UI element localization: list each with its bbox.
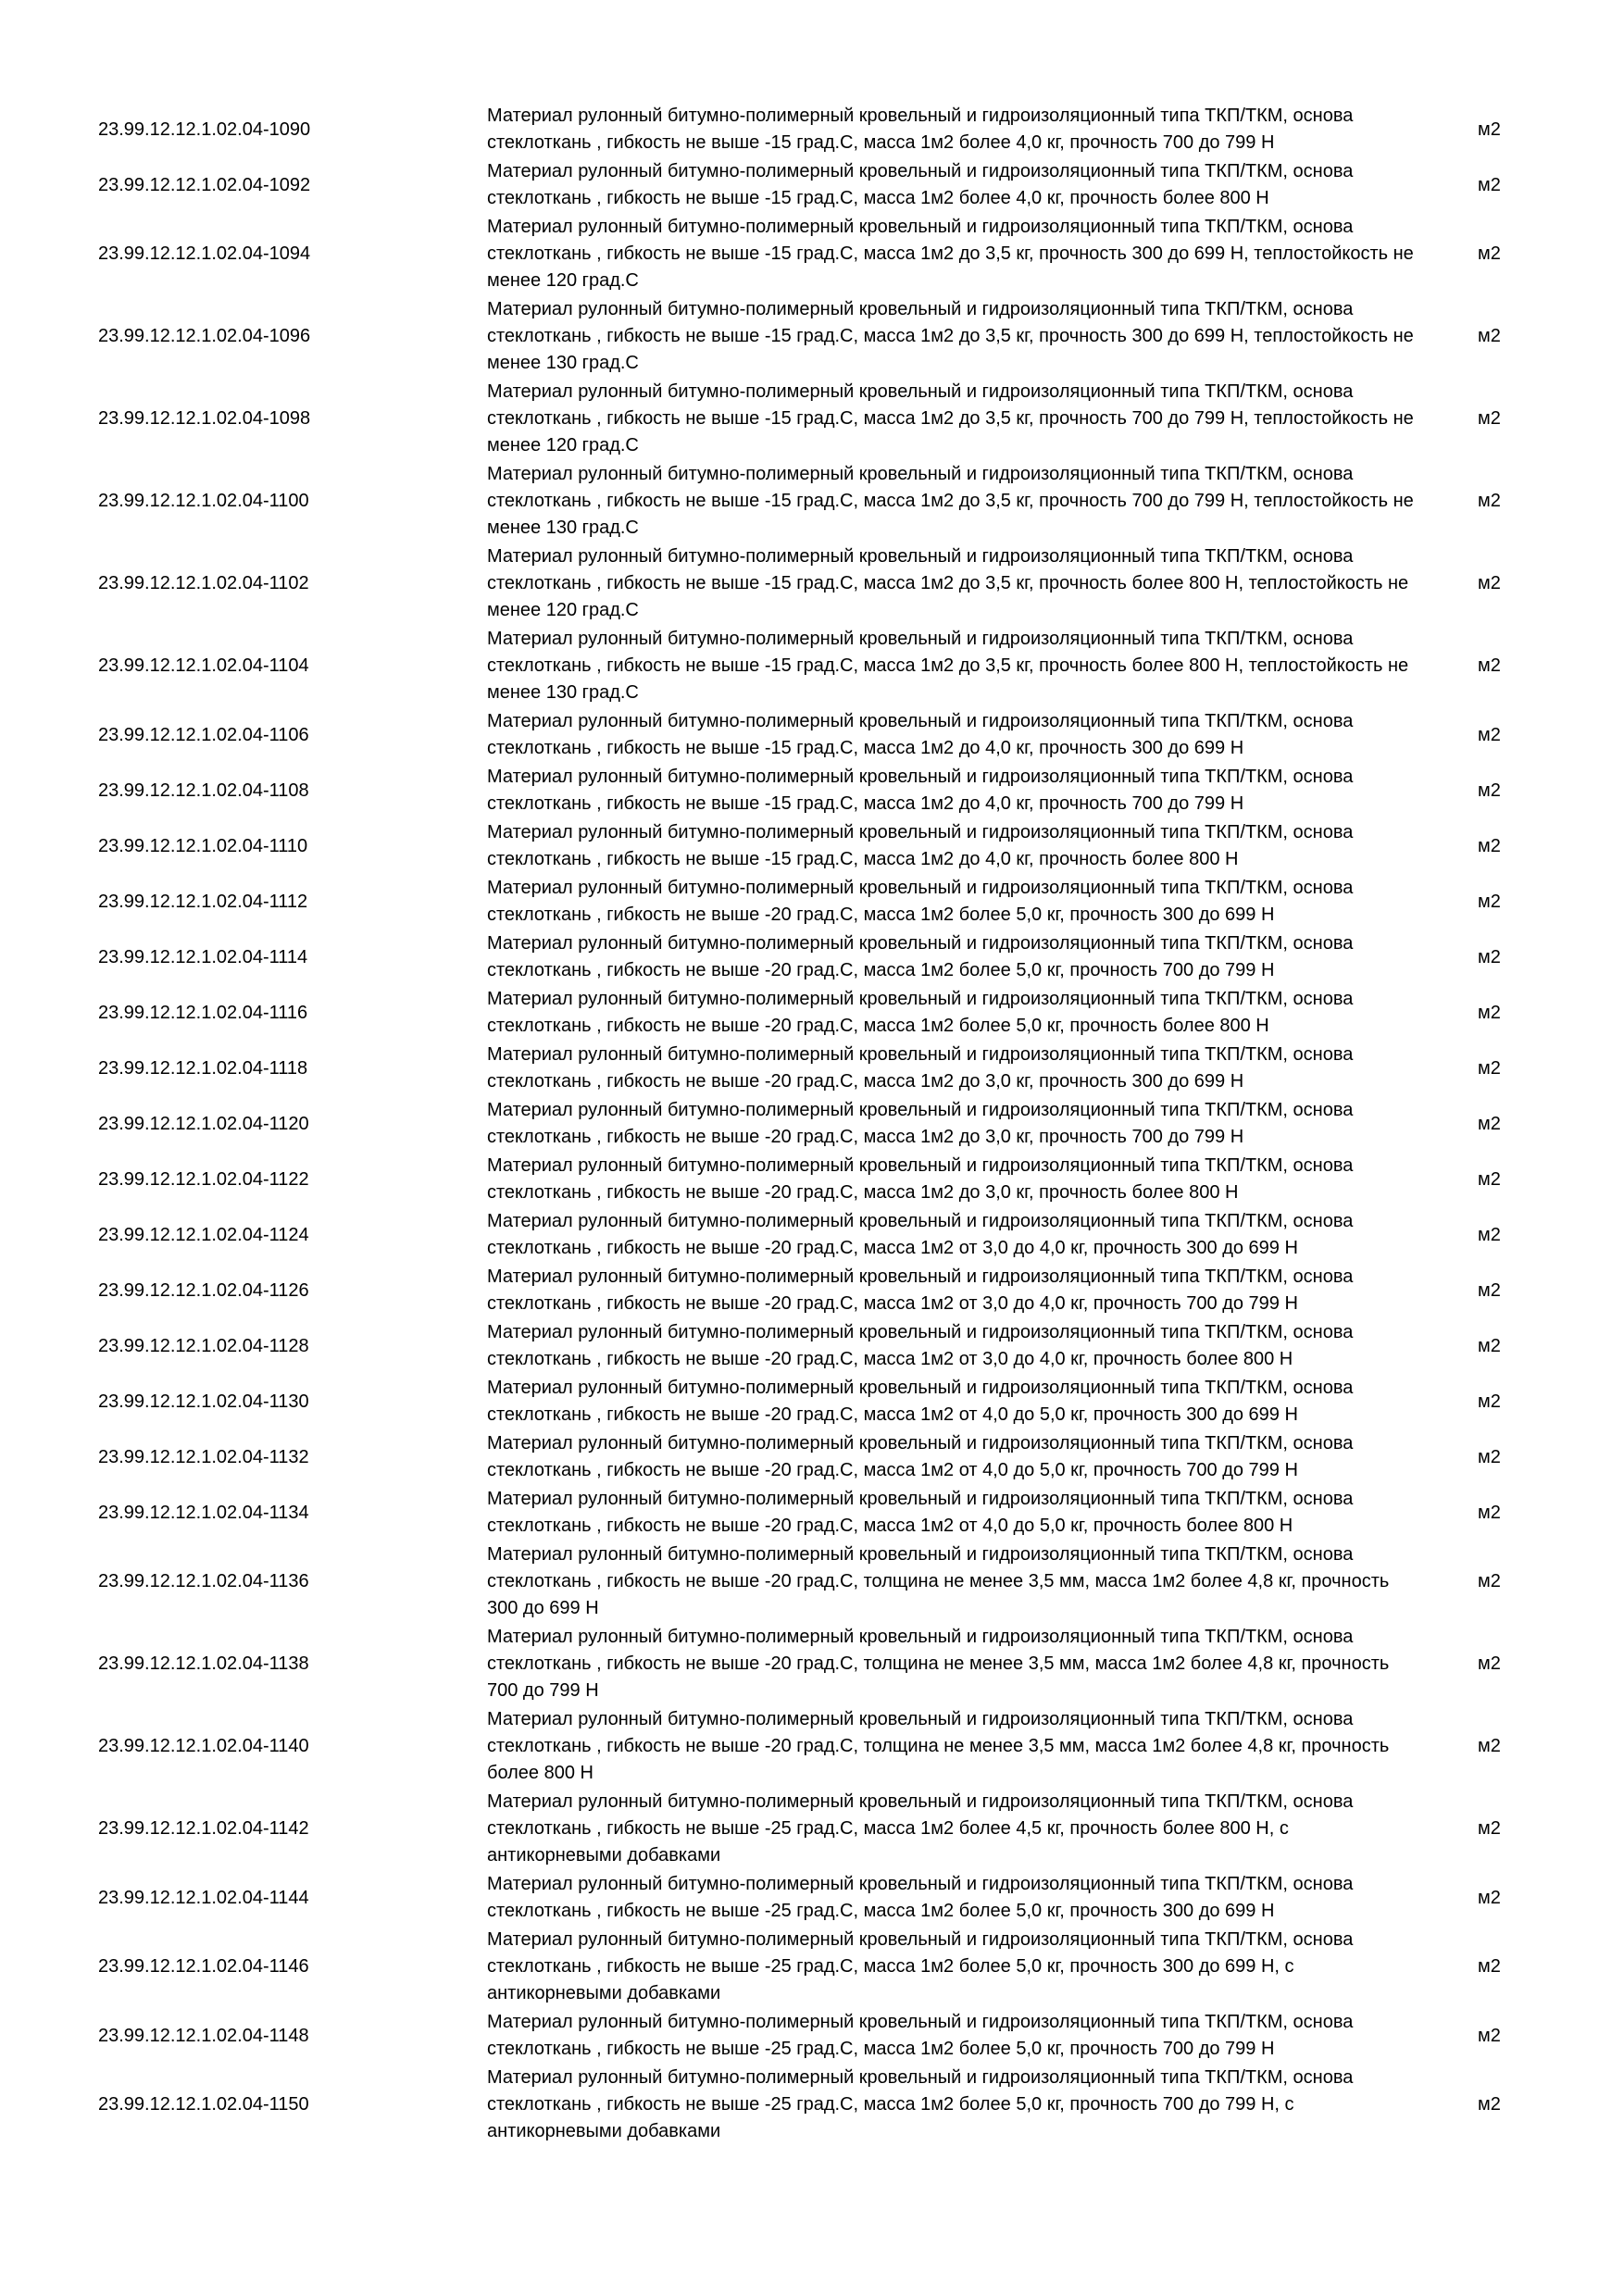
row-code: 23.99.12.12.1.02.04-1106 bbox=[98, 724, 309, 745]
table-row bbox=[0, 1041, 1624, 1096]
table-row bbox=[0, 1623, 1624, 1705]
table-row bbox=[0, 1485, 1624, 1541]
row-unit: м2 bbox=[1478, 1168, 1501, 1190]
row-description: Материал рулонный битумно-полимерный кровельный и гидроизоляционный типа ТКП/ТКМ, основа стеклоткань , гибкость не выше -20 град.С, масса 1м2 от 3,0 до 4,0 кг, прочность 300 до 699 Н bbox=[487, 1211, 1354, 1258]
table-row bbox=[0, 763, 1624, 818]
row-description: Материал рулонный битумно-полимерный кровельный и гидроизоляционный типа ТКП/ТКМ, основа стеклоткань , гибкость не выше -15 град.С, масса 1м2 до 4,0 кг, прочность 300 до 699 Н bbox=[487, 711, 1354, 758]
row-code: 23.99.12.12.1.02.04-1120 bbox=[98, 1113, 309, 1134]
row-code: 23.99.12.12.1.02.04-1150 bbox=[98, 2094, 309, 2115]
row-unit: м2 bbox=[1478, 2025, 1501, 2046]
row-unit: м2 bbox=[1478, 724, 1501, 745]
row-description: Материал рулонный битумно-полимерный кровельный и гидроизоляционный типа ТКП/ТКМ, основа стеклоткань , гибкость не выше -25 град.С, масса 1м2 более 5,0 кг, прочность 300 до 699 Н, с антикорневыми добавками bbox=[487, 1929, 1354, 2003]
row-unit: м2 bbox=[1478, 1391, 1501, 1412]
row-description: Материал рулонный битумно-полимерный кровельный и гидроизоляционный типа ТКП/ТКМ, основа стеклоткань , гибкость не выше -20 град.С, масса 1м2 от 3,0 до 4,0 кг, прочность 700 до 799 Н bbox=[487, 1267, 1354, 1314]
row-code: 23.99.12.12.1.02.04-1148 bbox=[98, 2025, 309, 2046]
row-unit: м2 bbox=[1478, 835, 1501, 856]
row-description: Материал рулонный битумно-полимерный кровельный и гидроизоляционный типа ТКП/ТКМ, основа стеклоткань , гибкость не выше -15 град.С, масса 1м2 до 3,5 кг, прочность 300 до 699 Н, теплостойкость не менее 120 град.С bbox=[487, 217, 1414, 291]
row-unit: м2 bbox=[1478, 408, 1501, 429]
row-description: Материал рулонный битумно-полимерный кровельный и гидроизоляционный типа ТКП/ТКМ, основа стеклоткань , гибкость не выше -20 град.С, масса 1м2 более 5,0 кг, прочность более 800 Н bbox=[487, 989, 1354, 1036]
table-row bbox=[0, 874, 1624, 930]
row-unit: м2 bbox=[1478, 119, 1501, 140]
table-row bbox=[0, 378, 1624, 460]
row-unit: м2 bbox=[1478, 1279, 1501, 1301]
row-unit: м2 bbox=[1478, 946, 1501, 967]
row-code: 23.99.12.12.1.02.04-1138 bbox=[98, 1653, 309, 1674]
row-unit: м2 bbox=[1478, 243, 1501, 264]
table-row bbox=[0, 625, 1624, 707]
row-unit: м2 bbox=[1478, 174, 1501, 195]
row-description: Материал рулонный битумно-полимерный кровельный и гидроизоляционный типа ТКП/ТКМ, основа стеклоткань , гибкость не выше -25 град.С, масса 1м2 более 4,5 кг, прочность более 800 Н, с антикорневыми добавками bbox=[487, 1791, 1354, 1866]
row-description: Материал рулонный битумно-полимерный кровельный и гидроизоляционный типа ТКП/ТКМ, основа стеклоткань , гибкость не выше -15 град.С, масса 1м2 более 4,0 кг, прочность 700 до 799 Н bbox=[487, 106, 1354, 153]
row-code: 23.99.12.12.1.02.04-1118 bbox=[98, 1057, 308, 1079]
row-code: 23.99.12.12.1.02.04-1090 bbox=[98, 119, 311, 140]
table-row bbox=[0, 985, 1624, 1041]
row-unit: м2 bbox=[1478, 1335, 1501, 1356]
row-description: Материал рулонный битумно-полимерный кровельный и гидроизоляционный типа ТКП/ТКМ, основа стеклоткань , гибкость не выше -15 град.С, масса 1м2 до 3,5 кг, прочность 300 до 699 Н, теплостойкость не менее 130 град.С bbox=[487, 299, 1414, 373]
row-unit: м2 bbox=[1478, 1446, 1501, 1467]
row-description: Материал рулонный битумно-полимерный кровельный и гидроизоляционный типа ТКП/ТКМ, основа стеклоткань , гибкость не выше -20 град.С, масса 1м2 от 4,0 до 5,0 кг, прочность 700 до 799 Н bbox=[487, 1433, 1354, 1480]
table-row bbox=[0, 930, 1624, 985]
row-description: Материал рулонный битумно-полимерный кровельный и гидроизоляционный типа ТКП/ТКМ, основа стеклоткань , гибкость не выше -20 град.С, масса 1м2 от 4,0 до 5,0 кг, прочность более 800 Н bbox=[487, 1489, 1354, 1536]
table-row bbox=[0, 1870, 1624, 1926]
row-description: Материал рулонный битумно-полимерный кровельный и гидроизоляционный типа ТКП/ТКМ, основа стеклоткань , гибкость не выше -20 град.С, масса 1м2 более 5,0 кг, прочность 700 до 799 Н bbox=[487, 933, 1354, 980]
row-code: 23.99.12.12.1.02.04-1096 bbox=[98, 326, 311, 346]
row-unit: м2 bbox=[1478, 1736, 1501, 1756]
row-code: 23.99.12.12.1.02.04-1092 bbox=[98, 174, 311, 195]
row-unit: м2 bbox=[1478, 1002, 1501, 1023]
row-description: Материал рулонный битумно-полимерный кровельный и гидроизоляционный типа ТКП/ТКМ, основа стеклоткань , гибкость не выше -15 град.С, масса 1м2 более 4,0 кг, прочность более 800 Н bbox=[487, 161, 1354, 208]
row-unit: м2 bbox=[1478, 326, 1501, 346]
row-unit: м2 bbox=[1478, 891, 1501, 912]
row-description: Материал рулонный битумно-полимерный кровельный и гидроизоляционный типа ТКП/ТКМ, основа стеклоткань , гибкость не выше -20 град.С, масса 1м2 до 3,0 кг, прочность 700 до 799 Н bbox=[487, 1100, 1354, 1147]
row-unit: м2 bbox=[1478, 1571, 1501, 1591]
row-code: 23.99.12.12.1.02.04-1140 bbox=[98, 1736, 309, 1756]
row-unit: м2 bbox=[1478, 1057, 1501, 1079]
row-description: Материал рулонный битумно-полимерный кровельный и гидроизоляционный типа ТКП/ТКМ, основа стеклоткань , гибкость не выше -20 град.С, толщина не менее 3,5 мм, масса 1м2 более 4,8 кг, прочность 700 до 799 Н bbox=[487, 1627, 1390, 1701]
row-code: 23.99.12.12.1.02.04-1128 bbox=[98, 1335, 309, 1356]
table-row bbox=[0, 543, 1624, 625]
table-row bbox=[0, 1318, 1624, 1374]
resource-table bbox=[0, 102, 1624, 2146]
row-code: 23.99.12.12.1.02.04-1108 bbox=[98, 780, 309, 801]
row-code: 23.99.12.12.1.02.04-1142 bbox=[98, 1818, 309, 1839]
row-unit: м2 bbox=[1478, 2094, 1501, 2115]
row-unit: м2 bbox=[1478, 1653, 1501, 1674]
table-row bbox=[0, 818, 1624, 874]
table-row bbox=[0, 1263, 1624, 1318]
table-row bbox=[0, 1788, 1624, 1870]
row-code: 23.99.12.12.1.02.04-1114 bbox=[98, 946, 308, 967]
row-code: 23.99.12.12.1.02.04-1122 bbox=[98, 1168, 309, 1190]
table-row bbox=[0, 295, 1624, 378]
row-description: Материал рулонный битумно-полимерный кровельный и гидроизоляционный типа ТКП/ТКМ, основа стеклоткань , гибкость не выше -15 град.С, масса 1м2 до 3,5 кг, прочность 700 до 799 Н, теплостойкость не менее 130 град.С bbox=[487, 464, 1414, 538]
table-row bbox=[0, 707, 1624, 763]
row-code: 23.99.12.12.1.02.04-1098 bbox=[98, 408, 311, 429]
table-row bbox=[0, 460, 1624, 543]
row-description: Материал рулонный битумно-полимерный кровельный и гидроизоляционный типа ТКП/ТКМ, основа стеклоткань , гибкость не выше -20 град.С, масса 1м2 от 3,0 до 4,0 кг, прочность более 800 Н bbox=[487, 1322, 1354, 1369]
row-code: 23.99.12.12.1.02.04-1130 bbox=[98, 1391, 309, 1412]
row-code: 23.99.12.12.1.02.04-1132 bbox=[98, 1446, 309, 1467]
table-row bbox=[0, 157, 1624, 213]
row-unit: м2 bbox=[1478, 1956, 1501, 1977]
table-row bbox=[0, 2008, 1624, 2064]
row-code: 23.99.12.12.1.02.04-1124 bbox=[98, 1224, 309, 1245]
row-code: 23.99.12.12.1.02.04-1116 bbox=[98, 1002, 308, 1023]
row-code: 23.99.12.12.1.02.04-1100 bbox=[98, 491, 309, 511]
row-description: Материал рулонный битумно-полимерный кровельный и гидроизоляционный типа ТКП/ТКМ, основа стеклоткань , гибкость не выше -25 град.С, масса 1м2 более 5,0 кг, прочность 700 до 799 Н bbox=[487, 2012, 1354, 2059]
table-row bbox=[0, 1096, 1624, 1152]
row-description: Материал рулонный битумно-полимерный кровельный и гидроизоляционный типа ТКП/ТКМ, основа стеклоткань , гибкость не выше -15 град.С, масса 1м2 до 4,0 кг, прочность 700 до 799 Н bbox=[487, 767, 1354, 814]
row-description: Материал рулонный битумно-полимерный кровельный и гидроизоляционный типа ТКП/ТКМ, основа стеклоткань , гибкость не выше -15 град.С, масса 1м2 до 3,5 кг, прочность более 800 Н, теплостойкость не менее 130 град.С bbox=[487, 629, 1409, 703]
row-description: Материал рулонный битумно-полимерный кровельный и гидроизоляционный типа ТКП/ТКМ, основа стеклоткань , гибкость не выше -20 град.С, толщина не менее 3,5 мм, масса 1м2 более 4,8 кг, прочность более 800 Н bbox=[487, 1709, 1390, 1783]
row-code: 23.99.12.12.1.02.04-1134 bbox=[98, 1502, 309, 1523]
row-description: Материал рулонный битумно-полимерный кровельный и гидроизоляционный типа ТКП/ТКМ, основа стеклоткань , гибкость не выше -25 град.С, масса 1м2 более 5,0 кг, прочность 300 до 699 Н bbox=[487, 1874, 1354, 1921]
row-unit: м2 bbox=[1478, 1113, 1501, 1134]
row-description: Материал рулонный битумно-полимерный кровельный и гидроизоляционный типа ТКП/ТКМ, основа стеклоткань , гибкость не выше -15 град.С, масса 1м2 до 3,5 кг, прочность более 800 Н, теплостойкость не менее 120 град.С bbox=[487, 546, 1409, 620]
row-description: Материал рулонный битумно-полимерный кровельный и гидроизоляционный типа ТКП/ТКМ, основа стеклоткань , гибкость не выше -15 град.С, масса 1м2 до 3,5 кг, прочность 700 до 799 Н, теплостойкость не менее 120 град.С bbox=[487, 381, 1414, 455]
table-row bbox=[0, 1541, 1624, 1623]
table-row bbox=[0, 1429, 1624, 1485]
table-row bbox=[0, 1152, 1624, 1207]
table-row bbox=[0, 1705, 1624, 1788]
table-row bbox=[0, 102, 1624, 157]
table-row bbox=[0, 2064, 1624, 2146]
row-code: 23.99.12.12.1.02.04-1136 bbox=[98, 1571, 309, 1591]
row-code: 23.99.12.12.1.02.04-1104 bbox=[98, 655, 309, 676]
table-row bbox=[0, 1374, 1624, 1429]
row-code: 23.99.12.12.1.02.04-1110 bbox=[98, 835, 308, 856]
row-description: Материал рулонный битумно-полимерный кровельный и гидроизоляционный типа ТКП/ТКМ, основа стеклоткань , гибкость не выше -15 град.С, масса 1м2 до 4,0 кг, прочность более 800 Н bbox=[487, 822, 1354, 869]
row-unit: м2 bbox=[1478, 655, 1501, 676]
row-description: Материал рулонный битумно-полимерный кровельный и гидроизоляционный типа ТКП/ТКМ, основа стеклоткань , гибкость не выше -20 град.С, масса 1м2 до 3,0 кг, прочность более 800 Н bbox=[487, 1155, 1354, 1203]
table-row bbox=[0, 213, 1624, 295]
row-unit: м2 bbox=[1478, 491, 1501, 511]
row-code: 23.99.12.12.1.02.04-1112 bbox=[98, 891, 308, 912]
row-description: Материал рулонный битумно-полимерный кровельный и гидроизоляционный типа ТКП/ТКМ, основа стеклоткань , гибкость не выше -25 град.С, масса 1м2 более 5,0 кг, прочность 700 до 799 Н, с антикорневыми добавками bbox=[487, 2067, 1354, 2141]
row-unit: м2 bbox=[1478, 1818, 1501, 1839]
row-description: Материал рулонный битумно-полимерный кровельный и гидроизоляционный типа ТКП/ТКМ, основа стеклоткань , гибкость не выше -20 град.С, масса 1м2 от 4,0 до 5,0 кг, прочность 300 до 699 Н bbox=[487, 1378, 1354, 1425]
row-unit: м2 bbox=[1478, 573, 1501, 593]
row-code: 23.99.12.12.1.02.04-1094 bbox=[98, 243, 311, 264]
row-description: Материал рулонный битумно-полимерный кровельный и гидроизоляционный типа ТКП/ТКМ, основа стеклоткань , гибкость не выше -20 град.С, толщина не менее 3,5 мм, масса 1м2 более 4,8 кг, прочность 300 до 699 Н bbox=[487, 1544, 1390, 1618]
row-code: 23.99.12.12.1.02.04-1102 bbox=[98, 573, 309, 593]
table-row bbox=[0, 1926, 1624, 2008]
row-description: Материал рулонный битумно-полимерный кровельный и гидроизоляционный типа ТКП/ТКМ, основа стеклоткань , гибкость не выше -20 град.С, масса 1м2 более 5,0 кг, прочность 300 до 699 Н bbox=[487, 878, 1354, 925]
row-code: 23.99.12.12.1.02.04-1144 bbox=[98, 1887, 309, 1908]
row-unit: м2 bbox=[1478, 1887, 1501, 1908]
table-row bbox=[0, 1207, 1624, 1263]
row-unit: м2 bbox=[1478, 1224, 1501, 1245]
row-unit: м2 bbox=[1478, 1502, 1501, 1523]
row-code: 23.99.12.12.1.02.04-1126 bbox=[98, 1279, 309, 1301]
row-code: 23.99.12.12.1.02.04-1146 bbox=[98, 1956, 309, 1977]
row-unit: м2 bbox=[1478, 780, 1501, 801]
row-description: Материал рулонный битумно-полимерный кровельный и гидроизоляционный типа ТКП/ТКМ, основа стеклоткань , гибкость не выше -20 град.С, масса 1м2 до 3,0 кг, прочность 300 до 699 Н bbox=[487, 1044, 1354, 1092]
